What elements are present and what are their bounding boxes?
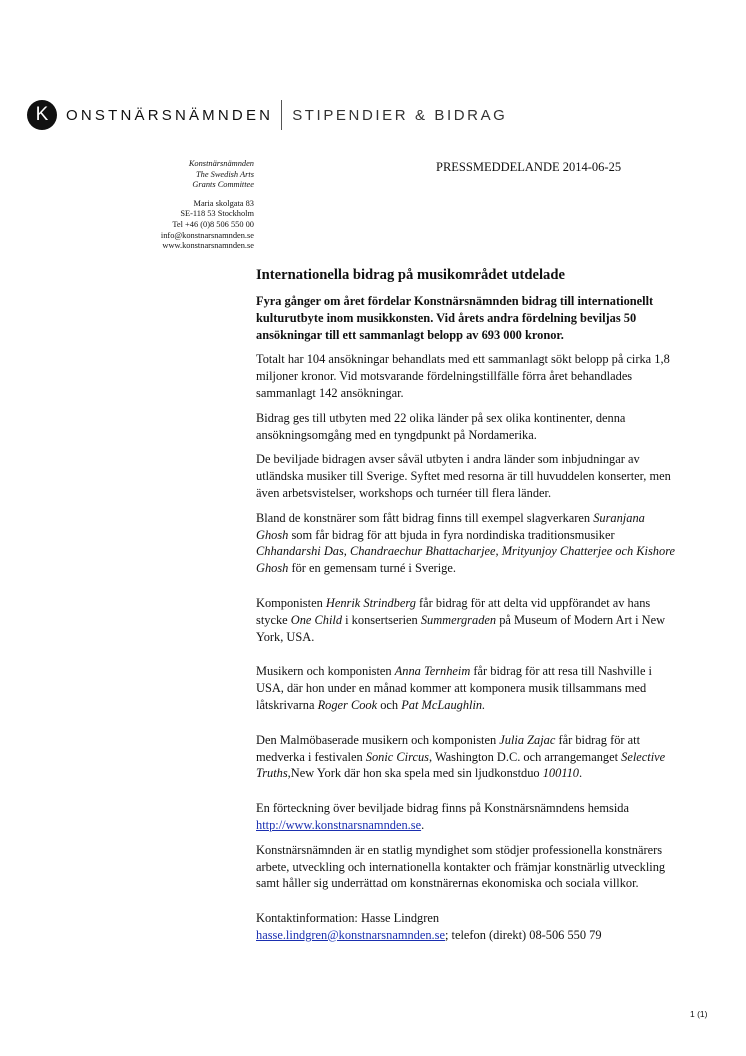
- address-name-en-1: The Swedish Arts: [195, 169, 254, 179]
- header-logo: [27, 98, 507, 132]
- press-release-label: PRESSMEDDELANDE 2014-06-25: [436, 160, 622, 174]
- contact-phone: ; telefon (direkt) 08-506 550 79: [444, 927, 602, 942]
- website-link[interactable]: http://www.konstnarsnamnden.se: [256, 817, 422, 832]
- logo-mark: K: [27, 100, 57, 130]
- address-street: Maria skolgata 83: [193, 198, 254, 208]
- paragraph-ghosh: Bland de konstnärer som fått bidrag finns till exempel slagverkaren Suranjana Ghosh som får bidrag för att bjuda in fyra nordindiska traditionsmusiker Chhandarshi Das, Chandraechur Bhattacharjee, Mrityunjoy Chatterjee och Kishore Ghosh för en gemensam turné i Sverige.: [256, 510, 676, 576]
- address-name-en-2: Grants Committee: [192, 180, 254, 190]
- paragraph-countries: Bidrag ges till utbyten med 22 olika länder på sex olika kontinenter, denna ansökningsomgång med en tyngdpunkt på Nordamerika.: [256, 410, 626, 442]
- page-number: 1 (1): [690, 1009, 708, 1019]
- address-web: www.konstnarsnamnden.se: [162, 241, 254, 251]
- paragraph-ternheim: Musikern och komponisten Anna Ternheim får bidrag för att resa till Nashville i USA, där hon under en månad kommer att komponera musik tillsammans med låtskrivarna Roger Cook och Pat McLaughlin.: [256, 664, 652, 712]
- address-city: SE-118 53 Stockholm: [180, 209, 254, 219]
- article-lead: Fyra gånger om året fördelar Konstnärsnämnden bidrag till internationellt kulturutbyte inom musikkonsten. Vid årets andra fördelning beviljas 50 ansökningar till ett sammanlagt belopp av 693 000 kronor.: [256, 294, 654, 342]
- logo-org-name: ONSTNÄRSNÄMNDEN: [66, 106, 274, 124]
- paragraph-purpose: De beviljade bidragen avser såväl utbyten i andra länder som inbjudningar av utländska musiker till Sverige. Syftet med resorna är till huvuddelen konserter, men även arbetsvistelser, workshops och turnéer till flera länder.: [256, 452, 671, 500]
- logo-subtitle: STIPENDIER & BIDRAG: [292, 106, 508, 124]
- address-email: info@konstnarsnamnden.se: [160, 230, 254, 240]
- paragraph-list-link: En förteckning över beviljade bidrag finns på Konstnärsnämndens hemsida http://www.konstnarsnamnden.se.: [256, 801, 629, 832]
- paragraph-about: Konstnärsnämnden är en statlig myndighet som stödjer professionella konstnärers arbete, utveckling och internationella kontakter och främjar konstnärlig utveckling samt håller sig underrättad om konstnärernas ekonomiska och sociala villkor.: [256, 842, 666, 891]
- address-phone: Tel +46 (0)8 506 550 00: [172, 219, 254, 229]
- paragraph-zajac: Den Malmöbaserade musikern och komponisten Julia Zajac får bidrag för att medverka i festivalen Sonic Circus, Washington D.C. och arrangemanget Selective Truths,New York där hon ska spela med sin ljudkonstduo 100110.: [256, 732, 666, 781]
- article-body: [256, 266, 676, 952]
- logo-divider: [281, 100, 282, 130]
- sender-address: [161, 159, 254, 252]
- paragraph-strindberg: Komponisten Henrik Strindberg får bidrag för att delta vid uppförandet av hans stycke One Child i konsertserien Summergraden på Museum of Modern Art i New York, USA.: [256, 595, 666, 644]
- article-title: Internationella bidrag på musikområdet utdelade: [256, 267, 565, 283]
- contact-email-link[interactable]: hasse.lindgren@konstnarsnamnden.se: [256, 927, 445, 942]
- address-name-sv: Konstnärsnämnden: [188, 159, 254, 168]
- contact-info: [256, 910, 676, 944]
- contact-label: Kontaktinformation: Hasse Lindgren: [256, 911, 440, 926]
- paragraph-totals: Totalt har 104 ansökningar behandlats med ett sammanlagt sökt belopp på cirka 1,8 miljoner kronor. Vid motsvarande fördelningstillfälle förra året behandlades sammanlagt 142 ansökningar.: [256, 352, 670, 400]
